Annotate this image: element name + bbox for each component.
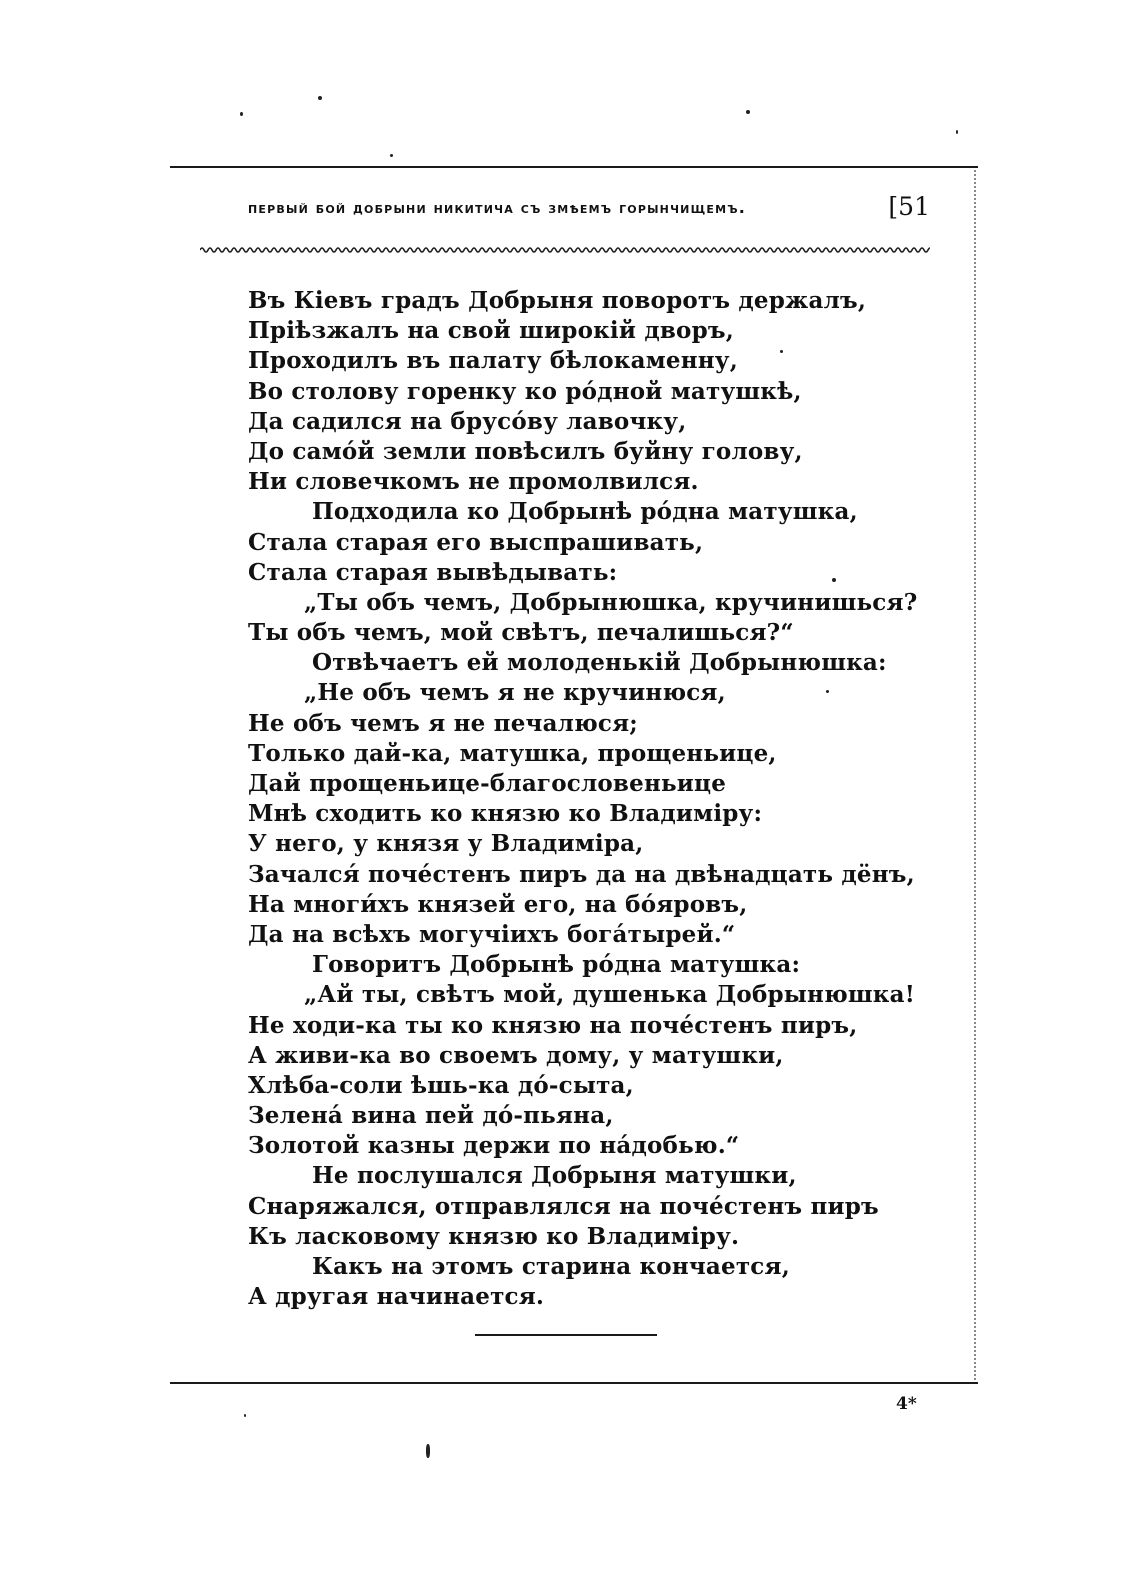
poem-line: Пріѣзжалъ на свой широкій дворъ, — [248, 317, 734, 345]
poem-line: Во столову горенку ко ро́дной матушкѣ, — [248, 377, 802, 405]
poem-line: Говоритъ Добрынѣ ро́дна матушка: — [312, 951, 801, 979]
signature-mark: 4* — [896, 1394, 917, 1414]
poem-line: Не объ чемъ я не печалюся; — [248, 709, 638, 737]
poem-line: Мнѣ сходить ко князю ко Владиміру: — [248, 800, 763, 828]
running-title: первый бой добрыни никитича съ змѣемъ горынчищемъ. — [248, 198, 747, 217]
poem-text — [248, 286, 948, 1312]
wavy-divider — [200, 244, 930, 256]
poem-line: Не ходи-ка ты ко князю на поче́стенъ пиръ, — [248, 1011, 858, 1039]
margin-dotted-line — [974, 170, 976, 1380]
poem-line: Къ ласковому князю ко Владиміру. — [248, 1222, 740, 1250]
ink-speck — [318, 96, 322, 100]
poem-line: Не послушался Добрыня матушки, — [312, 1162, 797, 1190]
poem-line: „Не объ чемъ я не кручинюся, — [304, 679, 726, 707]
poem-line: Зачался́ поче́стенъ пиръ да на двѣнадцать дёнъ, — [248, 860, 915, 888]
poem-line: Стала старая вывѣдывать: — [248, 558, 618, 586]
poem-line: На многи́хъ князей его, на бо́яровъ, — [248, 890, 748, 918]
page-number: [51 — [888, 192, 930, 221]
poem-line: Да на всѣхъ могучіихъ бога́тырей.“ — [248, 920, 736, 948]
poem-line: „Ты объ чемъ, Добрынюшка, кручинишься? — [304, 588, 918, 616]
poem-line: Хлѣба-соли ѣшь-ка до́-сыта, — [248, 1071, 634, 1099]
ink-speck — [426, 1444, 430, 1458]
ink-speck — [244, 1414, 246, 1417]
poem-line: Да садился на брусо́ву лавочку, — [248, 407, 687, 435]
ink-speck — [746, 110, 750, 114]
poem-line: Въ Кіевъ градъ Добрыня поворотъ держалъ, — [248, 287, 867, 314]
poem-line: До само́й земли повѣсилъ буйну голову, — [248, 437, 803, 465]
poem-line: Зелена́ вина пей до́-пьяна, — [248, 1102, 614, 1130]
poem-line: Только дай-ка, матушка, прощеньице, — [248, 739, 777, 767]
ink-speck — [956, 130, 958, 134]
poem-line: А другая начинается. — [248, 1283, 545, 1311]
poem-line: У него, у князя у Владиміра, — [248, 830, 644, 858]
end-rule — [475, 1334, 657, 1336]
poem-line: Ни словечкомъ не промолвился. — [248, 468, 699, 496]
poem-line: Подходила ко Добрынѣ ро́дна матушка, — [312, 498, 858, 526]
poem-line: „Ай ты, свѣтъ мой, душенька Добрынюшка! — [304, 981, 915, 1009]
poem-line: А живи-ка во своемъ дому, у матушки, — [248, 1041, 784, 1069]
poem-line: Дай прощеньице-благословеньице — [248, 770, 727, 797]
top-rule — [170, 166, 978, 168]
bottom-rule — [170, 1382, 978, 1384]
poem-line: Снаряжался, отправлялся на поче́стенъ пиръ — [248, 1192, 879, 1220]
poem-line: Золотой казны держи по на́добью.“ — [248, 1132, 740, 1160]
poem-line: Стала старая его выспрашивать, — [248, 528, 704, 556]
poem-line: Отвѣчаетъ ей молоденькій Добрынюшка: — [312, 649, 887, 677]
poem-line: Проходилъ въ палату бѣлокаменну, — [248, 347, 738, 375]
page-header — [248, 192, 938, 232]
ink-speck — [240, 112, 243, 116]
ink-speck — [390, 154, 393, 157]
poem-line: Ты объ чемъ, мой свѣтъ, печалишься?“ — [248, 619, 794, 647]
poem-line: Какъ на этомъ старина кончается, — [312, 1253, 790, 1280]
